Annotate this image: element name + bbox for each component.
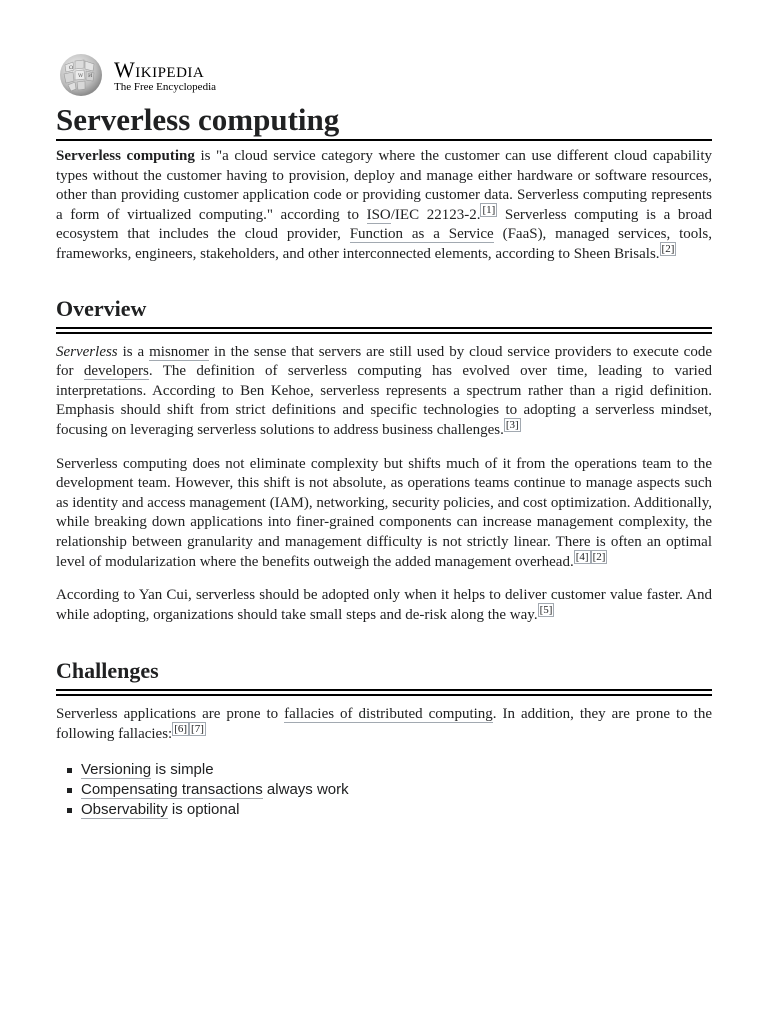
wikipedia-logo[interactable]	[56, 52, 712, 98]
overview-p2-text: Serverless computing does not eliminate complexity but shifts much of it from the operations team to the development team. However, this shift is not absolute, as operations teams continue to manage aspects such as identity and access management (IAM), networking, security policies, and cost optimization. Additionally, while breaking down applications into finer-grained components can increase management complexity, the relationship between granularity and management difficulty is not strictly linear. There is often an optimal level of modularization where the benefits outweigh the added management overhead.	[56, 455, 712, 570]
list-item-text: always work	[262, 781, 349, 799]
misnomer-link[interactable]: misnomer	[149, 343, 210, 360]
citation-5[interactable]: [5]	[539, 603, 553, 616]
challenges-paragraph	[56, 705, 712, 744]
challenges-heading: Challenges	[56, 657, 712, 691]
citation-3[interactable]: [3]	[505, 418, 519, 431]
lead-text-1: is "a cloud service category where the customer can use different cloud capability types without the customer having to provision, deploy and manage either hardware or software resources, other than providing customer application code or providing customer data. Serverless computing represents a form of virtualized computing." according to	[56, 148, 712, 223]
lead-text-3: Serverless computing is a broad ecosystem that includes the cloud provider,	[56, 206, 712, 243]
overview-paragraph-3	[56, 586, 712, 625]
list-item-text: is simple	[151, 761, 214, 779]
lead-text-2: /IEC 22123-2.	[390, 206, 481, 223]
lead-paragraph	[56, 147, 712, 265]
list-item-text: is optional	[167, 801, 240, 819]
citation-1[interactable]: [1]	[482, 203, 496, 216]
fallacies-link[interactable]: fallacies of distributed computing	[284, 706, 493, 723]
list-item	[56, 760, 712, 780]
overview-paragraph-1	[56, 343, 712, 441]
challenges-text-2: . In addition, they are prone to the following fallacies:	[56, 706, 713, 742]
lead-text-4: (FaaS), managed services, tools, frameworks, engineers, stakeholders, and other interconnected elements, according to Sheen Brisals.	[56, 226, 712, 262]
list-item	[56, 780, 712, 800]
overview-p1-text-1: is a	[117, 343, 150, 360]
overview-section	[56, 295, 712, 626]
logo-tagline: The Free Encyclopedia	[114, 81, 217, 93]
svg-text:Ω: Ω	[69, 65, 74, 71]
versioning-link[interactable]: Versioning	[81, 761, 152, 779]
citation-6[interactable]: [6]	[174, 722, 188, 735]
citation-4[interactable]: [4]	[575, 550, 589, 563]
challenges-text-1: Serverless applications are prone to	[56, 706, 285, 723]
svg-text:И: И	[88, 73, 93, 79]
fallacies-list	[56, 760, 712, 820]
challenges-section	[56, 657, 712, 820]
faas-link[interactable]: Function as a Service	[349, 226, 494, 243]
citation-7[interactable]: [7]	[191, 722, 204, 735]
overview-p3-text: According to Yan Cui, serverless should be adopted only when it helps to deliver customer value faster. And while adopting, organizations should take small steps and de-risk along the way.	[56, 587, 712, 623]
overview-paragraph-2	[56, 455, 712, 573]
serverless-term: Serverless	[56, 343, 118, 360]
developers-link[interactable]: developers	[83, 363, 149, 380]
list-item	[56, 800, 712, 820]
article-page	[56, 52, 712, 820]
wikipedia-globe-icon	[56, 53, 106, 97]
overview-p1-text-3: . The definition of serverless computing has evolved over time, leading to varied interpretations. According to Ben Kehoe, serverless represents a spectrum rather than a rigid definition. Emphasis should shift from strict definitions and specific technologies to adopting a serverless mindset, focusing on leveraging serverless solutions to address business challenges.	[56, 363, 712, 438]
lead-term: Serverless computing	[56, 148, 195, 164]
citation-2[interactable]: [2]	[661, 242, 675, 255]
overview-heading: Overview	[56, 295, 712, 329]
logo-wordmark: Wikipedia	[114, 57, 205, 82]
overview-p1-text-2: in the sense that servers are still used by cloud service providers to execute code for	[56, 343, 712, 380]
iso-link[interactable]: ISO	[366, 206, 391, 223]
svg-text:W: W	[78, 73, 84, 79]
page-title: Serverless computing	[56, 102, 712, 141]
compensating-transactions-link[interactable]: Compensating transactions	[81, 781, 263, 799]
citation-2-repeat[interactable]: [2]	[592, 550, 606, 563]
observability-link[interactable]: Observability	[81, 801, 168, 819]
